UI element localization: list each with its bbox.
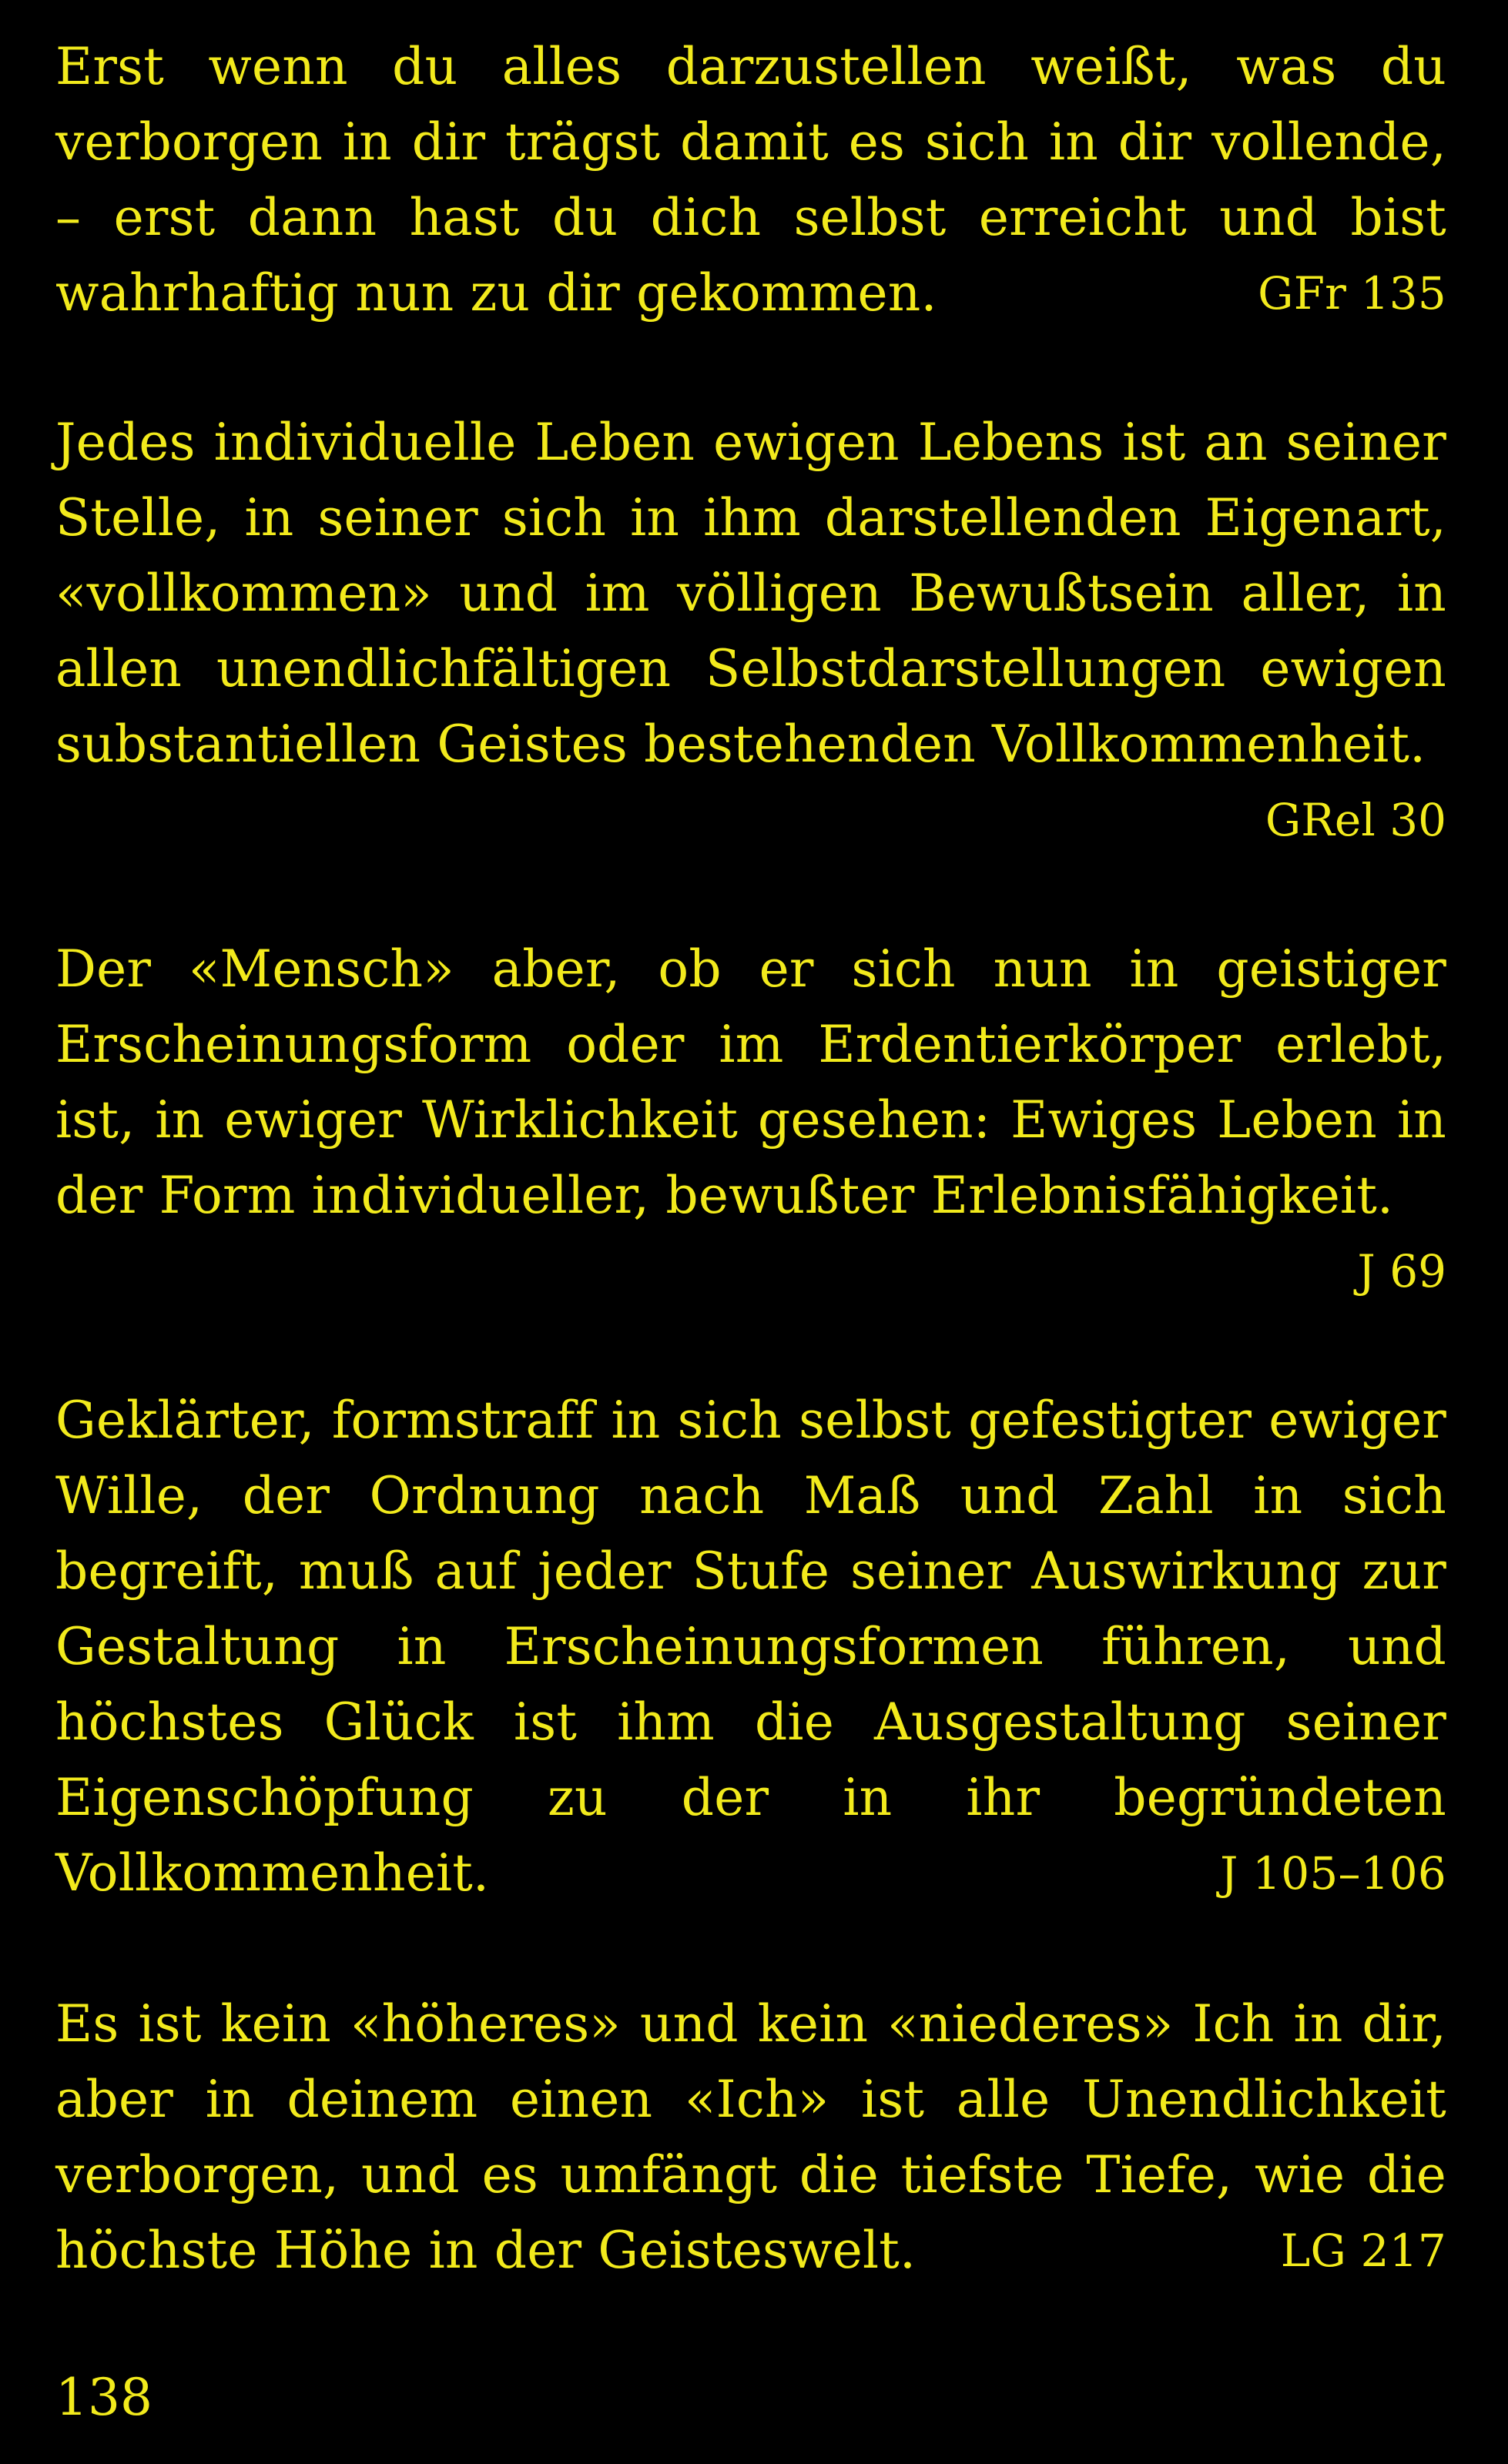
quote-reference: LG 217 — [1280, 2225, 1446, 2277]
quote-2 — [55, 405, 1446, 858]
quote-text — [55, 405, 1446, 782]
page-number: 138 — [55, 2368, 152, 2427]
quote-body: Der «Mensch» aber, ob er sich nun in geistiger Erscheinungsform oder im Erdentierkörper erlebt, ist, in ewiger Wirklichkeit gesehen: Ewiges Leben in der Form individueller, bewußter Erlebnisfähigkeit. — [55, 939, 1446, 1225]
quote-4 — [55, 1383, 1446, 1911]
quote-1 — [55, 29, 1446, 331]
quote-5 — [55, 1987, 1446, 2288]
quote-text — [55, 29, 1446, 331]
quote-reference: J 69 — [1357, 1245, 1446, 1297]
quote-text — [55, 1987, 1446, 2288]
quote-text — [55, 1383, 1446, 1911]
quote-3 — [55, 932, 1446, 1309]
quote-reference: GFr 135 — [1258, 267, 1446, 320]
quote-reference: GRel 30 — [1265, 794, 1446, 846]
quote-reference: J 105–106 — [1220, 1847, 1446, 1900]
quote-body: Jedes individuelle Leben ewigen Lebens ist an seiner Stelle, in seiner sich in ihm darstellenden Eigenart, «vollkommen» und im völligen Bewußtsein aller, in allen unendlichfältigen Selbstdarstellungen ewigen substantiellen Geistes bestehenden Vollkommenheit. — [55, 413, 1446, 774]
quote-text — [55, 932, 1446, 1234]
quote-body: Erst wenn du alles darzustellen weißt, was du verborgen in dir trägst damit es sich in dir vollende, – erst dann hast du dich selbst erreicht und bist wahrhaftig nun zu dir gekommen. — [55, 37, 1446, 323]
quote-body: Es ist kein «höheres» und kein «niederes» Ich in dir, aber in deinem einen «Ich» ist alle Unendlichkeit verborgen, und es umfängt die tiefste Tiefe, wie die höchste Höhe in der Geisteswelt. — [55, 1994, 1446, 2280]
quote-body: Geklärter, formstraff in sich selbst gefestigter ewiger Wille, der Ordnung nach Maß und Zahl in sich begreift, muß auf jeder Stufe seiner Auswirkung zur Gestaltung in Erscheinungsformen führen, und höchstes Glück ist ihm die Ausgestaltung seiner Eigenschöpfung zu der in ihr begründeten Vollkommenheit. — [55, 1391, 1446, 1903]
